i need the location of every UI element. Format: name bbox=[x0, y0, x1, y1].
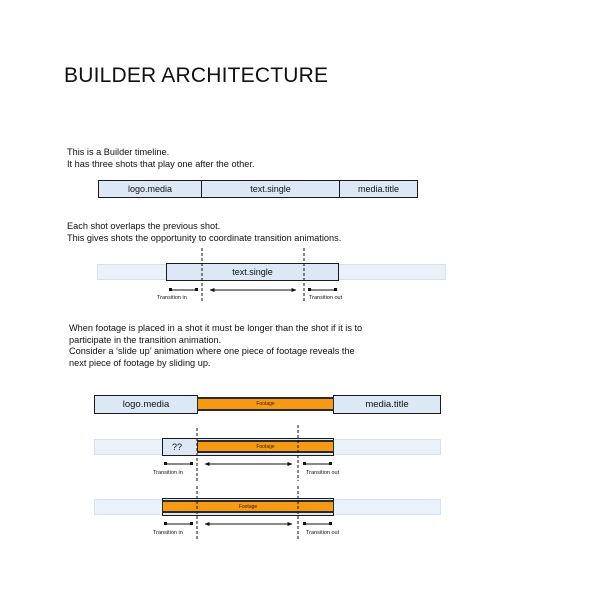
transition-out-label: Transition out bbox=[306, 470, 340, 476]
span-end bbox=[329, 522, 332, 525]
transition-out-label: Transition out bbox=[309, 295, 343, 301]
span-end bbox=[303, 522, 306, 525]
shot-media-title: media.title bbox=[339, 180, 418, 198]
span-end bbox=[334, 288, 337, 291]
footage-line: next piece of footage by sliding up. bbox=[69, 357, 211, 368]
intro-line: This is a Builder timeline. bbox=[67, 147, 170, 157]
footage-bar: Footage bbox=[197, 440, 334, 453]
footage-line: Consider a ‘slide up’ animation where one piece of footage reveals the bbox=[69, 346, 355, 357]
overlap-line: This gives shots the opportunity to coordinate transition animations. bbox=[67, 232, 342, 243]
transition-in-label: Transition in bbox=[153, 470, 183, 476]
span-end bbox=[190, 462, 193, 465]
footage-line: When footage is placed in a shot it must be longer than the shot if it is to bbox=[69, 323, 363, 333]
span-end bbox=[308, 288, 311, 291]
span-end bbox=[164, 522, 167, 525]
shot-label: text.single bbox=[232, 267, 273, 277]
footage-line: participate in the transition animation. bbox=[69, 334, 222, 345]
span-end bbox=[190, 522, 193, 525]
footage-bar: Footage bbox=[162, 500, 334, 513]
shot-logo-media: logo.media bbox=[98, 180, 202, 198]
transition-out-label: Transition out bbox=[306, 530, 340, 536]
page-title: BUILDER ARCHITECTURE bbox=[64, 64, 329, 87]
transition-in-label: Transition in bbox=[153, 530, 183, 536]
footage-bar: Footage bbox=[197, 397, 334, 411]
shot-media-title-footage: media.title bbox=[333, 395, 441, 414]
span-end bbox=[195, 288, 198, 291]
shot-text-single: text.single bbox=[201, 180, 340, 198]
span-end bbox=[303, 462, 306, 465]
span-end bbox=[329, 462, 332, 465]
intro-line: It has three shots that play one after the other. bbox=[67, 158, 255, 169]
shot-logo-media-footage: logo.media bbox=[94, 395, 198, 414]
span-end bbox=[169, 288, 172, 291]
unknown-label: ?? bbox=[172, 442, 183, 452]
span-end bbox=[164, 462, 167, 465]
overlap-line: Each shot overlaps the previous shot. bbox=[67, 221, 221, 231]
transition-in-label: Transition in bbox=[157, 295, 187, 301]
